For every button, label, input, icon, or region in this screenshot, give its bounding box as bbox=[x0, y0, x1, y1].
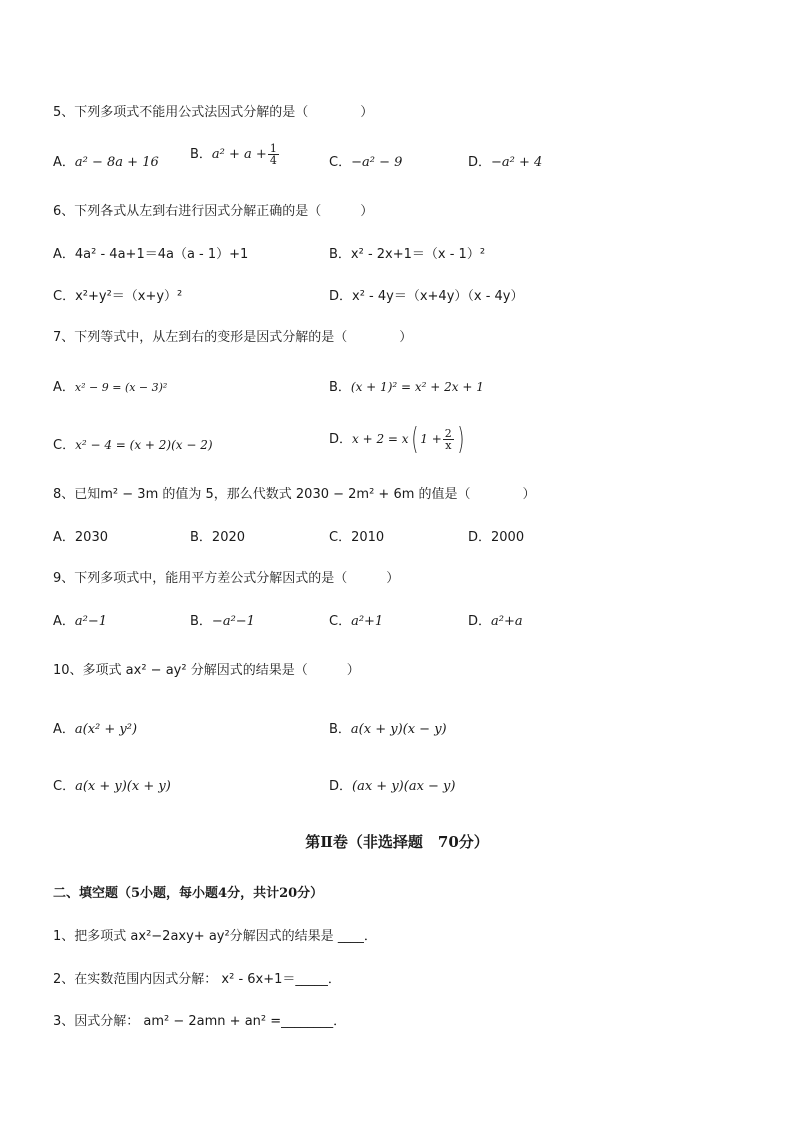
option-label: B． bbox=[329, 380, 351, 395]
option-label: C． bbox=[53, 779, 76, 794]
q10-option-c[interactable] bbox=[53, 775, 171, 794]
fraction: $\frac{1}{4}$ bbox=[269, 142, 277, 167]
option-text: a² − 8a + 16 bbox=[74, 155, 159, 170]
q8-option-b[interactable] bbox=[190, 526, 245, 545]
option-text: x + 2 = x bbox=[352, 432, 409, 446]
option-label: A． bbox=[53, 614, 75, 629]
q10-stem: 10、多项式 ax² − ay² 分解因式的结果是（ ） bbox=[53, 663, 360, 678]
option-text: x² − 9 = (x − 3)² bbox=[74, 381, 168, 394]
q7-stem: 7、下列等式中，从左到右的变形是因式分解的是（ ） bbox=[53, 330, 413, 345]
q10-option-a[interactable] bbox=[53, 718, 137, 737]
q5-stem: 5、下列多项式不能用公式法因式分解的是（ ） bbox=[53, 105, 374, 120]
option-label: D． bbox=[329, 289, 353, 304]
option-text: x² − 4 = (x + 2)(x − 2) bbox=[75, 438, 213, 452]
option-label: A． bbox=[53, 247, 75, 262]
option-label: D． bbox=[329, 432, 353, 447]
fill-question-3: 3、因式分解： am² − 2amn + an² =________． bbox=[53, 1014, 347, 1029]
q6-stem: 6、下列各式从左到右进行因式分解正确的是（ ） bbox=[53, 204, 374, 219]
option-label: C． bbox=[53, 289, 76, 304]
q8-option-a[interactable] bbox=[53, 526, 108, 545]
option-label: B． bbox=[190, 147, 212, 162]
q10-option-b[interactable] bbox=[329, 718, 447, 737]
q5-option-c[interactable] bbox=[329, 151, 402, 170]
option-label: B． bbox=[190, 530, 212, 545]
q5-option-d[interactable] bbox=[468, 151, 542, 170]
option-label: B． bbox=[329, 722, 351, 737]
q6-option-d[interactable] bbox=[329, 285, 524, 304]
option-text: 4a² - 4a+1＝4a（a - 1）+1 bbox=[74, 247, 249, 262]
q9-option-c[interactable] bbox=[329, 610, 383, 629]
q6-option-b[interactable] bbox=[329, 243, 485, 262]
option-text-inner: 1 + bbox=[420, 432, 442, 446]
q9-option-a[interactable] bbox=[53, 610, 107, 629]
q7-option-b[interactable] bbox=[329, 376, 484, 395]
q7-option-d[interactable] bbox=[329, 422, 467, 457]
option-label: A． bbox=[53, 530, 75, 545]
option-label: C． bbox=[53, 438, 76, 453]
option-text: a(x + y)(x + y) bbox=[75, 779, 171, 794]
part-title: 二、填空题（5小题，每小题4分，共计20分） bbox=[53, 886, 324, 901]
option-text: −a² − 9 bbox=[351, 155, 403, 170]
option-text: (x + 1)² = x² + 2x + 1 bbox=[350, 380, 484, 394]
option-text: 2000 bbox=[491, 530, 525, 545]
option-text: 2030 bbox=[74, 530, 108, 545]
q9-stem: 9、下列多项式中，能用平方差公式分解因式的是（ ） bbox=[53, 571, 400, 586]
option-text: a² + a + bbox=[211, 147, 267, 162]
q7-option-c[interactable] bbox=[53, 434, 213, 453]
q9-option-d[interactable] bbox=[468, 610, 523, 629]
option-label: D． bbox=[468, 530, 492, 545]
fraction: $\frac{2}{x}$ bbox=[444, 427, 452, 452]
option-text: a²+a bbox=[491, 614, 523, 629]
option-label: D． bbox=[468, 155, 492, 170]
option-label: C． bbox=[329, 530, 352, 545]
option-text: a(x² + y²) bbox=[74, 722, 138, 737]
q6-option-c[interactable] bbox=[53, 285, 182, 304]
option-text: x² - 4y＝（x+4y）（x - 4y） bbox=[352, 289, 524, 304]
option-text: x²+y²＝（x+y）² bbox=[75, 289, 183, 304]
option-text: −a²−1 bbox=[211, 614, 255, 629]
fill-question-2: 2、在实数范围内因式分解： x² - 6x+1＝_____． bbox=[53, 972, 341, 987]
option-label: A． bbox=[53, 722, 75, 737]
option-text: a²+1 bbox=[351, 614, 384, 629]
section-title: 第Ⅱ卷（非选择题 70分） bbox=[305, 833, 489, 851]
option-label: B． bbox=[190, 614, 212, 629]
option-text: a²−1 bbox=[74, 614, 108, 629]
q8-stem: 8、已知m² − 3m 的值为 5，那么代数式 2030 − 2m² + 6m 的值是（ ） bbox=[53, 487, 536, 502]
option-label: A． bbox=[53, 155, 75, 170]
q7-option-a[interactable] bbox=[53, 376, 167, 395]
option-text: 2010 bbox=[351, 530, 385, 545]
option-text: a(x + y)(x − y) bbox=[350, 722, 447, 737]
right-paren: ) bbox=[457, 422, 465, 457]
q5-option-a[interactable] bbox=[53, 151, 159, 170]
q5-option-b[interactable] bbox=[190, 143, 280, 166]
q6-option-a[interactable] bbox=[53, 243, 248, 262]
option-text: 2020 bbox=[211, 530, 246, 545]
option-text: x² - 2x+1＝（x - 1）² bbox=[350, 247, 486, 262]
q9-option-b[interactable] bbox=[190, 610, 255, 629]
fill-question-1: 1、把多项式 ax²−2axy+ ay²分解因式的结果是 ____． bbox=[53, 929, 377, 944]
q8-option-d[interactable] bbox=[468, 526, 524, 545]
option-label: A． bbox=[53, 380, 75, 395]
option-text: −a² + 4 bbox=[491, 155, 543, 170]
option-label: B． bbox=[329, 247, 351, 262]
option-label: C． bbox=[329, 614, 352, 629]
option-label: D． bbox=[468, 614, 492, 629]
q8-option-c[interactable] bbox=[329, 526, 384, 545]
option-label: D． bbox=[329, 779, 353, 794]
option-label: C． bbox=[329, 155, 352, 170]
option-text: (ax + y)(ax − y) bbox=[352, 779, 456, 794]
q10-option-d[interactable] bbox=[329, 775, 455, 794]
left-paren: ( bbox=[410, 422, 418, 457]
